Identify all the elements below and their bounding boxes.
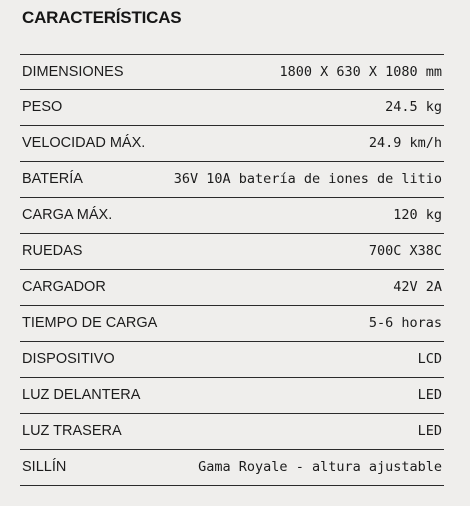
spec-label: PESO [22, 99, 63, 115]
spec-row-peso [20, 90, 444, 126]
spec-label: CARGA MÁX. [22, 207, 113, 223]
spec-label: LUZ TRASERA [22, 423, 122, 439]
spec-value: 36V 10A batería de iones de litio [173, 171, 442, 187]
spec-table [20, 54, 444, 486]
spec-row-bateria [20, 162, 444, 198]
spec-label: RUEDAS [22, 243, 83, 259]
spec-value: LED [417, 387, 442, 403]
spec-row-ruedas [20, 234, 444, 270]
spec-row-velocidad [20, 126, 444, 162]
spec-value: LCD [417, 351, 442, 367]
spec-value: Gama Royale - altura ajustable [198, 459, 442, 475]
spec-value: 120 kg [393, 207, 442, 223]
spec-label: DISPOSITIVO [22, 351, 115, 367]
spec-value: LED [417, 423, 442, 439]
spec-row-carga [20, 198, 444, 234]
spec-row-cargador [20, 270, 444, 306]
spec-label: LUZ DELANTERA [22, 387, 141, 403]
spec-label: CARGADOR [22, 279, 106, 295]
spec-value: 24.9 km/h [368, 135, 442, 151]
spec-row-sillin [20, 450, 444, 486]
spec-value: 5-6 horas [368, 315, 442, 331]
page-title: CARACTERÍSTICAS [22, 8, 182, 27]
spec-value: 1800 X 630 X 1080 mm [279, 64, 442, 80]
spec-row-dispositivo [20, 342, 444, 378]
spec-label: VELOCIDAD MÁX. [22, 135, 146, 151]
spec-row-luz-delantera [20, 378, 444, 414]
spec-label: TIEMPO DE CARGA [22, 315, 158, 331]
spec-value: 42V 2A [393, 279, 442, 295]
spec-label: BATERÍA [22, 171, 83, 187]
spec-row-tiempo-carga [20, 306, 444, 342]
spec-value: 24.5 kg [385, 99, 442, 115]
spec-row-dimensiones [20, 54, 444, 90]
spec-label: DIMENSIONES [22, 64, 124, 80]
spec-label: SILLÍN [22, 459, 67, 475]
spec-row-luz-trasera [20, 414, 444, 450]
spec-value: 700C X38C [368, 243, 442, 259]
